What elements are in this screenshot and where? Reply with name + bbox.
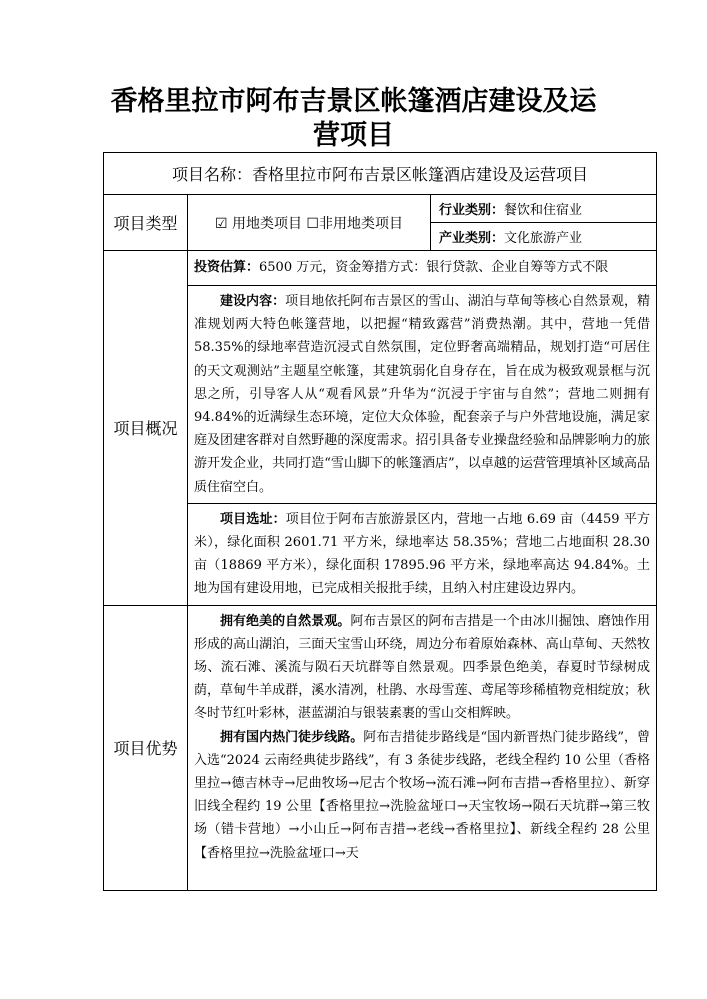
advantage-label-cell <box>104 605 188 890</box>
construction-cell <box>188 286 657 504</box>
document-title-line1: 香格里拉市阿布吉景区帐篷酒店建设及运 <box>110 86 597 117</box>
project-type-label-cell <box>104 195 188 251</box>
investment-value: 6500 万元，资金筹措方式：银行贷款、企业自筹等方式不限 <box>259 260 609 275</box>
project-name-cell <box>104 153 657 195</box>
industry-label: 行业类别： <box>439 203 505 218</box>
project-table <box>103 152 657 891</box>
construction-label: 建设内容： <box>220 294 286 309</box>
advantage-1-title: 拥有绝美的自然景观。 <box>220 613 351 629</box>
investment-cell <box>188 251 657 286</box>
project-type-options: ☑ 用地类项目 ☐非用地类项目 <box>214 215 403 232</box>
investment-label: 投资估算： <box>194 260 260 275</box>
construction-text: 项目地依托阿布吉景区的雪山、湖泊与草甸等核心自然景观，精准规划两大特色帐篷营地，以把握“精致露营”消费热潮。其中，营地一凭借 58.35%的绿地率营造沉浸式自然氛围，定位野奢高端精品，规划打造“可居住的天文观测站”主题星空帐篷，其建筑弱化自身存在，旨在成为极致观景框与沉思之所，引导客人从“观看风景”升华为“沉浸于宇宙与自然”；营地二则拥有 94.84%的近满绿生态环境，定位大众体验，配套亲子与户外营地设施，满足家庭及团建客群对自然野趣的深度需求。招引具备专业操盘经验和品牌影响力的旅游开发企业，共同打造“雪山脚下的帐篷酒店”，以卓越的运营管理填补区域高品质住宿空白。 <box>194 294 651 495</box>
project-type-options-cell <box>188 195 431 251</box>
site-label: 项目选址： <box>220 511 286 527</box>
industry-value: 餐饮和住宿业 <box>504 203 583 218</box>
advantage-label: 项目优势 <box>113 739 178 759</box>
advantage-2-text: 阿布吉措徒步路线是“国内新晋热门徒步路线”，曾入选“2024 云南经典徒步路线”，有 3 条徒步线路，老线全程约 10 公里（香格里拉→德吉林寺→尼曲牧场→尼古个牧场→流石滩→阿布吉措→香格里拉）、新穿旧线全程约 19 公里【香格里拉→洗脸盆垭口→天宝牧场→陨石天坑群→第三牧场（错卡营地）→小山丘→阿布吉措→老线→香格里拉】、新线全程约 28 公里【香格里拉→洗脸盆垭口→天 <box>194 729 651 861</box>
advantage-2-title: 拥有国内热门徒步线路。 <box>220 729 364 745</box>
sector-label: 产业类别： <box>439 231 505 246</box>
advantage-1-text: 阿布吉景区的阿布吉措是一个由冰川掘蚀、磨蚀作用形成的高山湖泊，三面天宝雪山环绕，周边分布着原始森林、高山草甸、天然牧场、流石滩、溪流与陨石天坑群等自然景观。四季景色绝美，春夏时节绿树成荫，草甸牛羊成群，溪水清冽，杜鹃、水母雪莲、鸢尾等珍稀植物竞相绽放；秋冬时节红叶彩林，湛蓝湖泊与银装素裹的雪山交相辉映。 <box>194 613 651 722</box>
sector-cell <box>431 223 657 251</box>
project-name: 项目名称：香格里拉市阿布吉景区帐篷酒店建设及运营项目 <box>172 165 589 184</box>
site-cell <box>188 503 657 605</box>
site-text: 项目位于阿布吉旅游景区内，营地一占地 6.69 亩（4459 平方米），绿化面积 2601.71 平方米，绿地率达 58.35%；营地二占地面积 28.30 亩（18869 平方米），绿化面积 17895.96 平方米，绿地率高达 94.84%。土地为国有建设用地，已完成相关报批手续，且纳入村庄建设边界内。 <box>194 511 651 597</box>
overview-label-cell <box>104 251 188 606</box>
project-type-label: 项目类型 <box>113 214 178 233</box>
sector-value: 文化旅游产业 <box>504 231 583 246</box>
document-title-line2: 营项目 <box>313 120 394 151</box>
overview-label: 项目概况 <box>113 419 178 439</box>
industry-cell <box>431 195 657 223</box>
advantage-cell <box>188 605 657 890</box>
